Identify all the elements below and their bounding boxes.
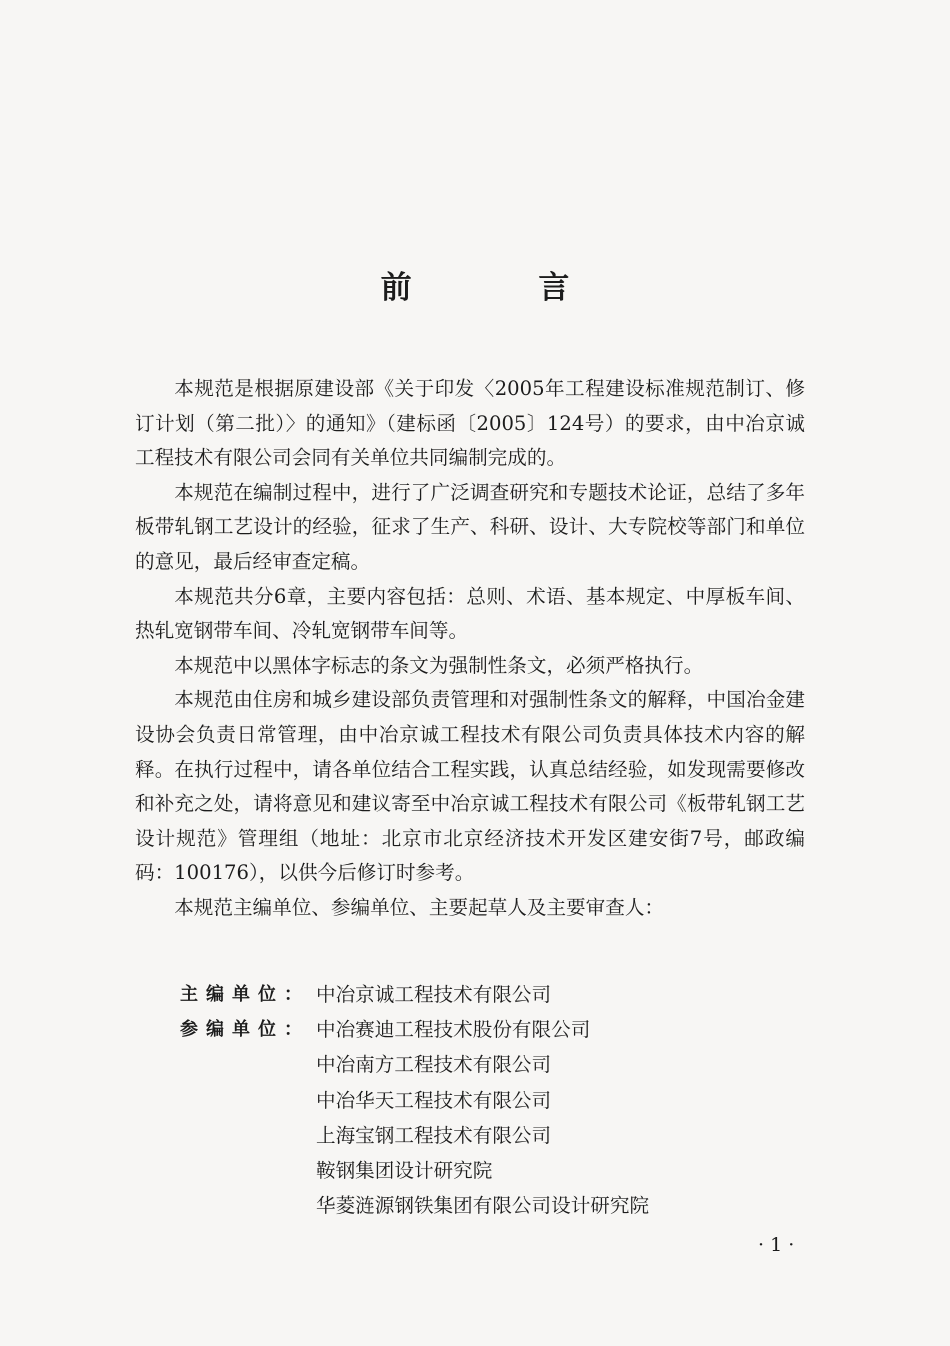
- paragraph-6: 本规范主编单位、参编单位、主要起草人及主要审查人：: [174, 895, 665, 919]
- co-editor-unit: 上海宝钢工程技术有限公司: [316, 1123, 552, 1147]
- chief-editor-label: 主编单位：: [180, 984, 310, 1005]
- co-editor-unit: 鞍钢集团设计研究院: [316, 1159, 493, 1183]
- editors-list: [180, 977, 800, 1223]
- chief-editor-unit: 中冶京诚工程技术有限公司: [316, 983, 552, 1006]
- preface-body: [135, 372, 805, 926]
- co-editor-units: [316, 1012, 649, 1223]
- co-editor-unit: 华菱涟源钢铁集团有限公司设计研究院: [316, 1194, 650, 1218]
- paragraph-4: 本规范中以黑体字标志的条文为强制性条文，必须严格执行。: [174, 653, 704, 677]
- paragraph-3: 本规范共分6章，主要内容包括：总则、术语、基本规定、中厚板车间、热轧宽钢带车间、冷轧宽钢带车间等。: [135, 584, 805, 643]
- co-editor-unit: 中冶华天工程技术有限公司: [316, 1088, 552, 1112]
- paragraph-5: 本规范由住房和城乡建设部负责管理和对强制性条文的解释，中国冶金建设协会负责日常管理，由中冶京诚工程技术有限公司负责具体技术内容的解释。在执行过程中，请各单位结合工程实践，认真总结经验，如发现需要修改和补充之处，请将意见和建议寄至中冶京诚工程技术有限公司《板带轧钢工艺设计规范》管理组（地址：北京市北京经济技术开发区建安街7号，邮政编码：100176），以供今后修订时参考。: [135, 688, 805, 885]
- co-editor-label: 参编单位：: [180, 1019, 310, 1041]
- co-editor-row: [180, 1012, 800, 1223]
- page-title: 前 言: [380, 270, 628, 306]
- paragraph-2: 本规范在编制过程中，进行了广泛调查研究和专题技术论证，总结了多年板带轧钢工艺设计的经验，征求了生产、科研、设计、大专院校等部门和单位的意见，最后经审查定稿。: [135, 480, 805, 573]
- page-number: · 1 ·: [758, 1234, 795, 1256]
- paragraph-1: 本规范是根据原建设部《关于印发〈2005年工程建设标准规范制订、修订计划（第二批）〉的通知》（建标函〔2005〕124号）的要求，由中冶京诚工程技术有限公司会同有关单位共同编制完成的。: [135, 377, 805, 470]
- co-editor-unit: 中冶赛迪工程技术股份有限公司: [316, 1018, 591, 1042]
- chief-editor-row: [180, 977, 800, 1012]
- co-editor-unit: 中冶南方工程技术有限公司: [316, 1053, 552, 1077]
